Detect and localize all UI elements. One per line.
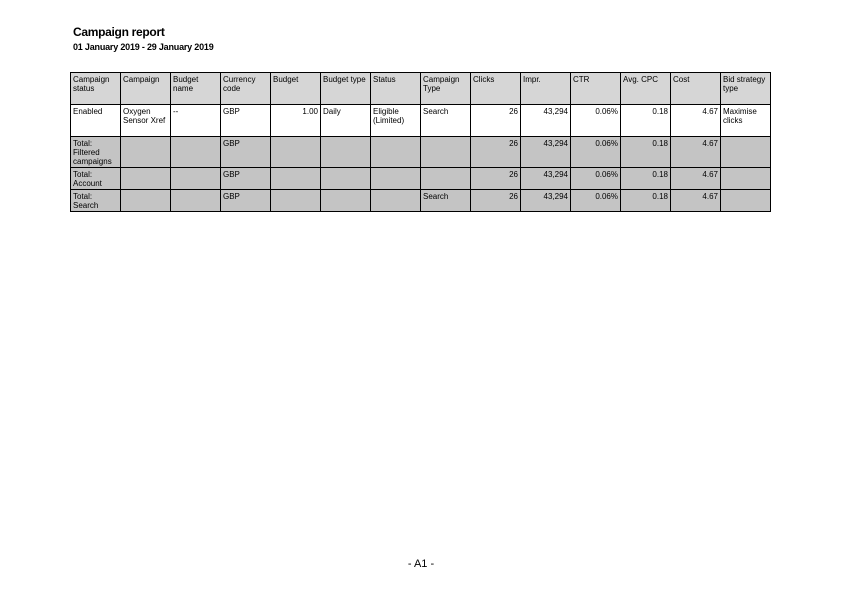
cell-campaign xyxy=(121,168,171,190)
header-campaign-status: Campaign status xyxy=(71,73,121,105)
cell-currency-code: GBP xyxy=(221,105,271,137)
header-budget-name: Budget name xyxy=(171,73,221,105)
cell-impressions: 43,294 xyxy=(521,105,571,137)
cell-ctr: 0.06% xyxy=(571,137,621,168)
cell-budget: 1.00 xyxy=(271,105,321,137)
table-row xyxy=(71,105,771,137)
cell-budget-name xyxy=(171,137,221,168)
cell-total-label: Total: Search xyxy=(71,190,121,212)
total-row-search xyxy=(71,190,771,212)
cell-impressions: 43,294 xyxy=(521,190,571,212)
cell-budget-type xyxy=(321,190,371,212)
cell-budget-type xyxy=(321,137,371,168)
campaign-report-table xyxy=(70,72,771,212)
cell-clicks: 26 xyxy=(471,137,521,168)
cell-cost: 4.67 xyxy=(671,168,721,190)
cell-campaign xyxy=(121,190,171,212)
cell-budget-name xyxy=(171,168,221,190)
cell-campaign-status: Enabled xyxy=(71,105,121,137)
cell-ctr: 0.06% xyxy=(571,190,621,212)
cell-budget-name: -- xyxy=(171,105,221,137)
cell-total-label: Total: Account xyxy=(71,168,121,190)
header-budget-type: Budget type xyxy=(321,73,371,105)
cell-campaign-type xyxy=(421,168,471,190)
cell-campaign-type: Search xyxy=(421,190,471,212)
cell-campaign-type xyxy=(421,137,471,168)
header-ctr: CTR xyxy=(571,73,621,105)
cell-clicks: 26 xyxy=(471,190,521,212)
cell-status: Eligible (Limited) xyxy=(371,105,421,137)
cell-cost: 4.67 xyxy=(671,105,721,137)
cell-campaign: Oxygen Sensor Xref xyxy=(121,105,171,137)
header-cost: Cost xyxy=(671,73,721,105)
cell-currency-code: GBP xyxy=(221,168,271,190)
header-bid-strategy-type: Bid strategy type xyxy=(721,73,771,105)
report-date-range: 01 January 2019 - 29 January 2019 xyxy=(73,42,214,52)
cell-avg-cpc: 0.18 xyxy=(621,105,671,137)
cell-status xyxy=(371,137,421,168)
cell-campaign-type: Search xyxy=(421,105,471,137)
cell-impressions: 43,294 xyxy=(521,137,571,168)
cell-bid-strategy-type xyxy=(721,168,771,190)
header-avg-cpc: Avg. CPC xyxy=(621,73,671,105)
cell-bid-strategy-type xyxy=(721,137,771,168)
cell-ctr: 0.06% xyxy=(571,168,621,190)
header-campaign: Campaign xyxy=(121,73,171,105)
cell-clicks: 26 xyxy=(471,168,521,190)
cell-cost: 4.67 xyxy=(671,190,721,212)
cell-impressions: 43,294 xyxy=(521,168,571,190)
cell-clicks: 26 xyxy=(471,105,521,137)
header-campaign-type: Campaign Type xyxy=(421,73,471,105)
cell-budget-name xyxy=(171,190,221,212)
header-budget: Budget xyxy=(271,73,321,105)
header-impressions: Impr. xyxy=(521,73,571,105)
cell-cost: 4.67 xyxy=(671,137,721,168)
cell-avg-cpc: 0.18 xyxy=(621,137,671,168)
cell-budget xyxy=(271,137,321,168)
table-header-row xyxy=(71,73,771,105)
report-title: Campaign report xyxy=(73,25,165,39)
cell-currency-code: GBP xyxy=(221,137,271,168)
cell-budget xyxy=(271,168,321,190)
cell-status xyxy=(371,190,421,212)
cell-budget-type: Daily xyxy=(321,105,371,137)
cell-bid-strategy-type: Maximise clicks xyxy=(721,105,771,137)
header-status: Status xyxy=(371,73,421,105)
cell-status xyxy=(371,168,421,190)
cell-budget-type xyxy=(321,168,371,190)
cell-avg-cpc: 0.18 xyxy=(621,168,671,190)
cell-total-label: Total: Filtered campaigns xyxy=(71,137,121,168)
header-currency-code: Currency code xyxy=(221,73,271,105)
cell-budget xyxy=(271,190,321,212)
total-row-account xyxy=(71,168,771,190)
page-number: - A1 - xyxy=(407,558,435,570)
header-clicks: Clicks xyxy=(471,73,521,105)
cell-ctr: 0.06% xyxy=(571,105,621,137)
cell-campaign xyxy=(121,137,171,168)
cell-bid-strategy-type xyxy=(721,190,771,212)
cell-currency-code: GBP xyxy=(221,190,271,212)
total-row-filtered-campaigns xyxy=(71,137,771,168)
cell-avg-cpc: 0.18 xyxy=(621,190,671,212)
